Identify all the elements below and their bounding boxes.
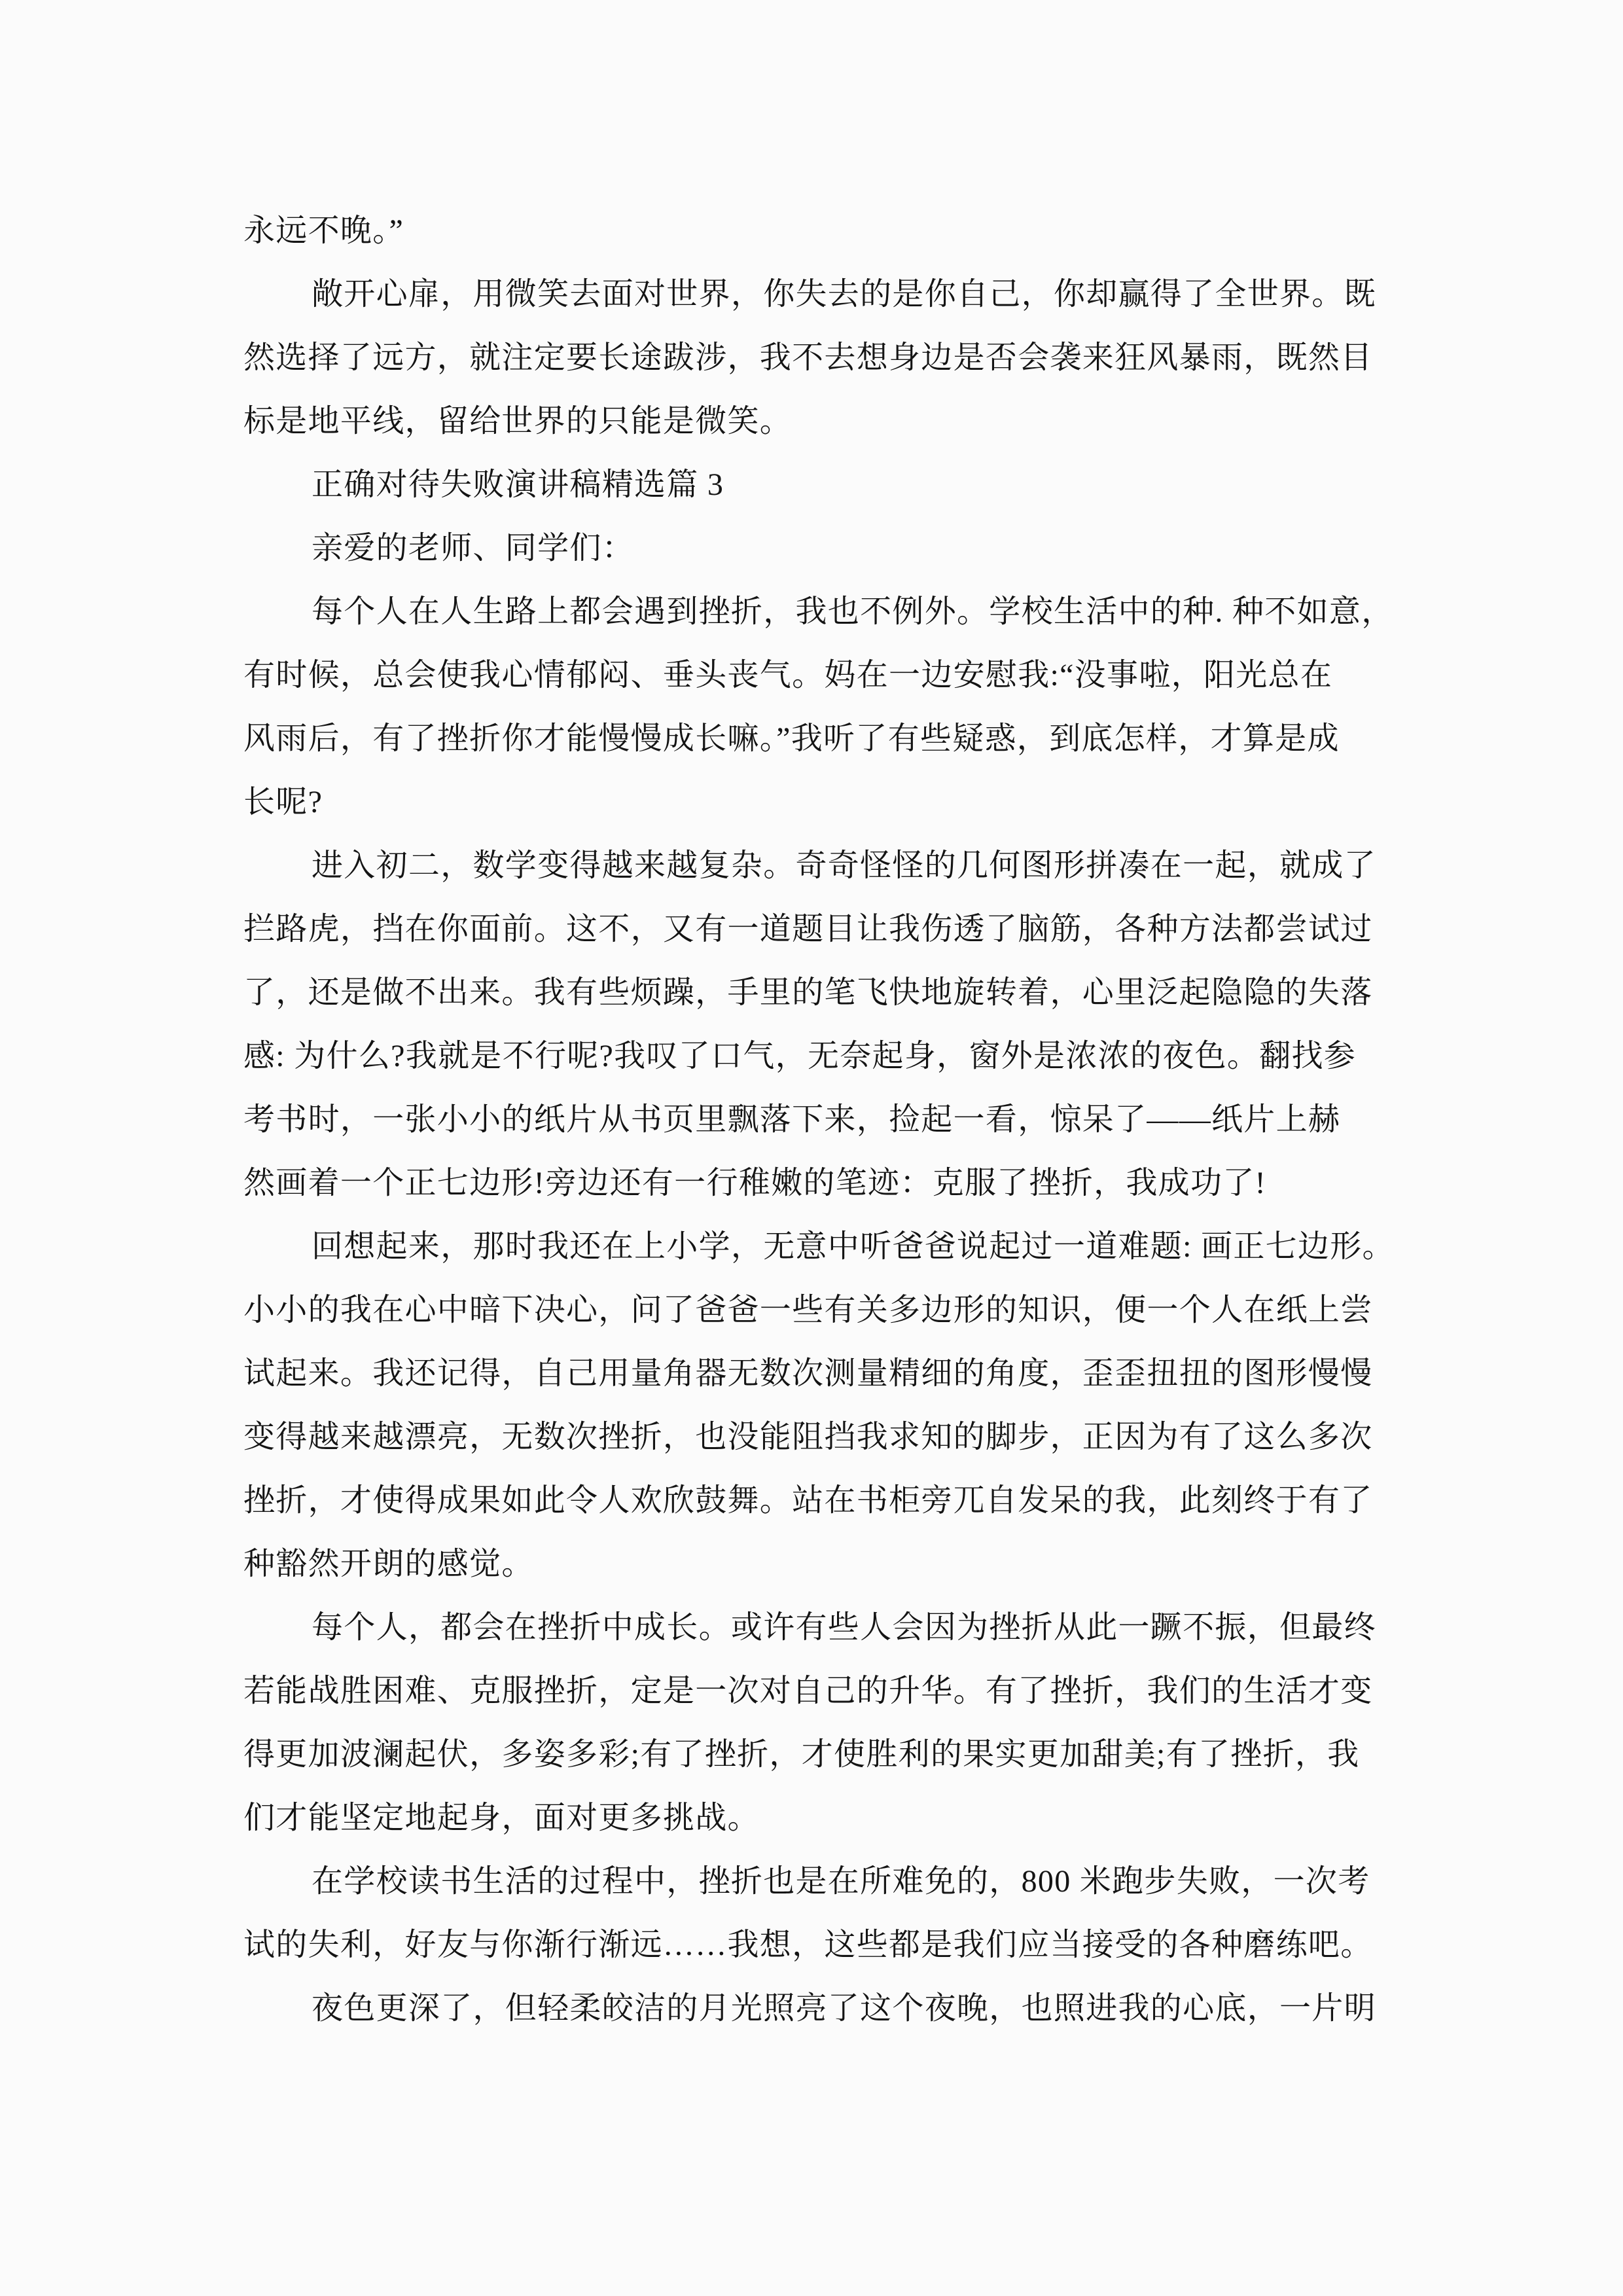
- text-block: [243, 199, 1395, 2040]
- text-line: 种豁然开朗的感觉。: [243, 1547, 534, 1581]
- text-line: 然选择了远方，就注定要长途跋涉，我不去想身边是否会袭来狂风暴雨，既然目: [243, 340, 1373, 375]
- text-line: 有时候，总会使我心情郁闷、垂头丧气。妈在一边安慰我:“没事啦，阳光总在: [243, 658, 1333, 692]
- text-line: 试的失利，好友与你渐行渐远……我想，这些都是我们应当接受的各种磨练吧。: [243, 1928, 1373, 1962]
- text-line: 试起来。我还记得，自己用量角器无数次测量精细的角度，歪歪扭扭的图形慢慢: [243, 1356, 1373, 1391]
- text-line: 进入初二，数学变得越来越复杂。奇奇怪怪的几何图形拼凑在一起，就成了: [312, 848, 1376, 883]
- text-line: 风雨后，有了挫折你才能慢慢成长嘛。”我听了有些疑惑，到底怎样，才算是成: [243, 721, 1340, 756]
- text-line: 了，还是做不出来。我有些烦躁，手里的笔飞快地旋转着，心里泛起隐隐的失落: [243, 975, 1373, 1010]
- text-line: 小小的我在心中暗下决心，问了爸爸一些有关多边形的知识，便一个人在纸上尝: [243, 1293, 1373, 1327]
- text-line: 夜色更深了，但轻柔皎洁的月光照亮了这个夜晚，也照进我的心底，一片明: [312, 1991, 1376, 2026]
- text-line: 拦路虎，挡在你面前。这不，又有一道题目让我伤透了脑筋，各种方法都尝试过: [243, 912, 1373, 946]
- text-line: 标是地平线，留给世界的只能是微笑。: [243, 404, 793, 439]
- text-line: 永远不晚。”: [243, 213, 404, 248]
- text-line: 敞开心扉，用微笑去面对世界，你失去的是你自己，你却赢得了全世界。既: [312, 277, 1376, 312]
- text-line: 若能战胜困难、克服挫折，定是一次对自己的升华。有了挫折，我们的生活才变: [243, 1674, 1373, 1708]
- text-line: 得更加波澜起伏，多姿多彩;有了挫折，才使胜利的果实更加甜美;有了挫折，我: [243, 1737, 1360, 1772]
- text-line: 们才能坚定地起身，面对更多挑战。: [243, 1801, 760, 1835]
- text-line: 挫折，才使得成果如此令人欢欣鼓舞。站在书柜旁兀自发呆的我，此刻终于有了: [243, 1483, 1373, 1518]
- text-line: 每个人，都会在挫折中成长。或许有些人会因为挫折从此一蹶不振，但最终: [312, 1610, 1376, 1645]
- text-line: 感: 为什么?我就是不行呢?我叹了口气，无奈起身，窗外是浓浓的夜色。翻找参: [243, 1039, 1357, 1073]
- text-line: 每个人在人生路上都会遇到挫折，我也不例外。学校生活中的种. 种不如意，: [312, 594, 1394, 629]
- text-line: 亲爱的老师、同学们：: [312, 531, 635, 565]
- text-line: 考书时，一张小小的纸片从书页里飘落下来，捡起一看，惊呆了——纸片上赫: [243, 1102, 1341, 1137]
- text-line: 变得越来越漂亮，无数次挫折，也没能阻挡我求知的脚步，正因为有了这么多次: [243, 1420, 1373, 1454]
- text-line: 然画着一个正七边形!旁边还有一行稚嫩的笔迹：克服了挫折，我成功了!: [243, 1166, 1266, 1200]
- text-line: 回想起来，那时我还在上小学，无意中听爸爸说起过一道难题: 画正七边形。: [312, 1229, 1395, 1264]
- text-line: 长呢?: [243, 785, 323, 819]
- text-line: 在学校读书生活的过程中，挫折也是在所难免的，800 米跑步失败，一次考: [312, 1864, 1370, 1899]
- text-line: 正确对待失败演讲稿精选篇 3: [312, 467, 724, 502]
